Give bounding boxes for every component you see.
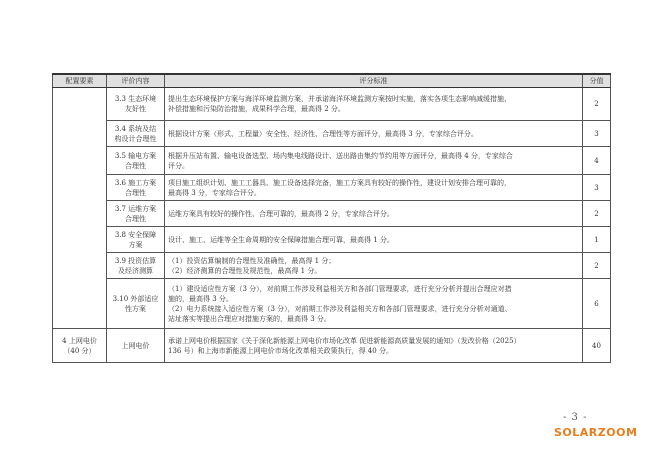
cell-content	[107, 175, 165, 201]
text-line: 3.5 输电方案	[114, 151, 157, 160]
text-line: 站址落实等提出合理应对措施方案的，最高得 3 分。	[168, 314, 331, 323]
cell-score: 2	[583, 253, 611, 279]
text-line: （2）电力系统接入适应性方案（3 分），对前期工作涉及利益相关方和各部门管理要求，进行充分分析对通道、	[168, 304, 512, 313]
table-body	[53, 88, 611, 363]
header-content: 评价内容	[107, 74, 165, 88]
header-criteria: 评分标准	[165, 74, 583, 88]
text-line: 提出生态环境保护方案与海洋环境监测方案，并承诺海洋环境监测方案按时实施，落实各项生态影响减缓措施、	[168, 95, 511, 103]
cell-content	[107, 201, 165, 227]
table-row	[53, 88, 611, 121]
cell-score: 1	[583, 227, 611, 253]
text-line: 根据升压站布置、输电设备选型、场内集电线路设计、送出路由集约节约用等方面评分，最高得 4 分，专家综合	[168, 151, 513, 160]
text-line: （40 分）	[63, 346, 96, 355]
text-line: 项目施工组织计划、施工工器具、施工设备选择完备，施工方案具有较好的操作性，建设计划安排合理可靠的，	[168, 178, 511, 187]
text-line: 友好性	[125, 105, 146, 113]
cell-criteria	[165, 121, 583, 147]
text-line: 构设计合理性	[114, 134, 157, 143]
table-row	[53, 175, 611, 201]
text-line: 3.7 运维方案	[114, 204, 157, 213]
text-line: 运维方案具有较好的操作性、合理可靠的，最高得 2 分，专家综合评分。	[168, 209, 394, 218]
cell-score: 3	[583, 121, 611, 147]
table-header-row	[53, 74, 611, 88]
text-line: 及经济测算	[118, 266, 153, 275]
table-row	[53, 147, 611, 175]
cell-criteria	[165, 147, 583, 175]
cell-criteria	[165, 227, 583, 253]
text-line: 补偿措施和污染防治措施，成果科学合理，最高得 2 分。	[168, 105, 345, 113]
cell-score: 40	[583, 329, 611, 363]
table-row	[53, 329, 611, 363]
cell-score: 3	[583, 175, 611, 201]
text-line: 合理性	[125, 214, 146, 223]
text-line: 合理性	[125, 161, 146, 170]
text-line: 3.4 系统及结	[114, 124, 157, 133]
text-line: 设计、施工、运维等全生命周期的安全保障措施合理可靠，最高得 1 分。	[168, 235, 394, 244]
cell-score: 2	[583, 88, 611, 121]
header-element: 配置要素	[53, 74, 107, 88]
cell-criteria	[165, 88, 583, 121]
text-line: 方案	[128, 240, 143, 249]
scoring-table	[52, 73, 611, 363]
text-line: 合理性	[125, 188, 146, 197]
header-score: 分值	[583, 74, 611, 88]
cell-criteria	[165, 175, 583, 201]
text-line: 3.3 生态环境	[114, 95, 157, 103]
text-line: 根据设计方案（形式、工程量）安全性、经济性、合理性等方面评分，最高得 3 分，专家综合评分。	[168, 129, 478, 138]
table-row	[53, 227, 611, 253]
cell-element	[53, 329, 107, 363]
text-line: （1）投资估算编制的合理性及准确性，最高得 1 分；	[168, 256, 336, 265]
text-line: 性方案	[125, 304, 146, 313]
text-line: 3.9 投资估算	[114, 256, 157, 265]
cell-score: 4	[583, 147, 611, 175]
text-line: 最高得 3 分，专家综合评分。	[168, 188, 261, 197]
cell-criteria	[165, 279, 583, 329]
cell-score: 2	[583, 201, 611, 227]
table-row	[53, 279, 611, 329]
table-row	[53, 121, 611, 147]
cell-element-merged	[53, 88, 107, 329]
cell-score: 6	[583, 279, 611, 329]
cell-criteria	[165, 253, 583, 279]
text-line: （2）经济测算的合理性及规范性，最高得 1 分。	[168, 266, 322, 275]
cell-content	[107, 147, 165, 175]
cell-content	[107, 329, 165, 363]
text-line: 4 上网电价	[62, 336, 97, 345]
cell-content	[107, 253, 165, 279]
text-line: 施的，最高得 3 分。	[168, 294, 233, 303]
cell-content	[107, 279, 165, 329]
cell-content	[107, 121, 165, 147]
cell-criteria	[165, 201, 583, 227]
cell-criteria	[165, 329, 583, 363]
page-number: - 3 -	[563, 412, 588, 423]
cell-content	[107, 88, 165, 121]
text-line: 3.6 施工方案	[114, 178, 157, 187]
table-row	[53, 201, 611, 227]
text-line: 3.10 外部适应	[112, 294, 159, 303]
cell-content	[107, 227, 165, 253]
text-line: 上网电价	[121, 341, 150, 350]
text-line: （1）建设适应性方案（3 分），对前期工作涉及利益相关方和各部门管理要求，进行充分分析并提出合理应对措	[168, 284, 512, 293]
text-line: 评分。	[168, 161, 189, 170]
text-line: 136 号）和上海市新能源上网电价市场化改革相关政策执行，得 40 分。	[168, 346, 393, 355]
brand-watermark: SOLARZOOM	[554, 426, 638, 439]
table-row	[53, 253, 611, 279]
text-line: 承诺上网电价根据国家《关于深化新能源上网电价市场化改革 促进新能源高质量发展的通知》（发改价格（2025）	[168, 336, 521, 345]
text-line: 3.8 安全保障	[114, 230, 157, 239]
